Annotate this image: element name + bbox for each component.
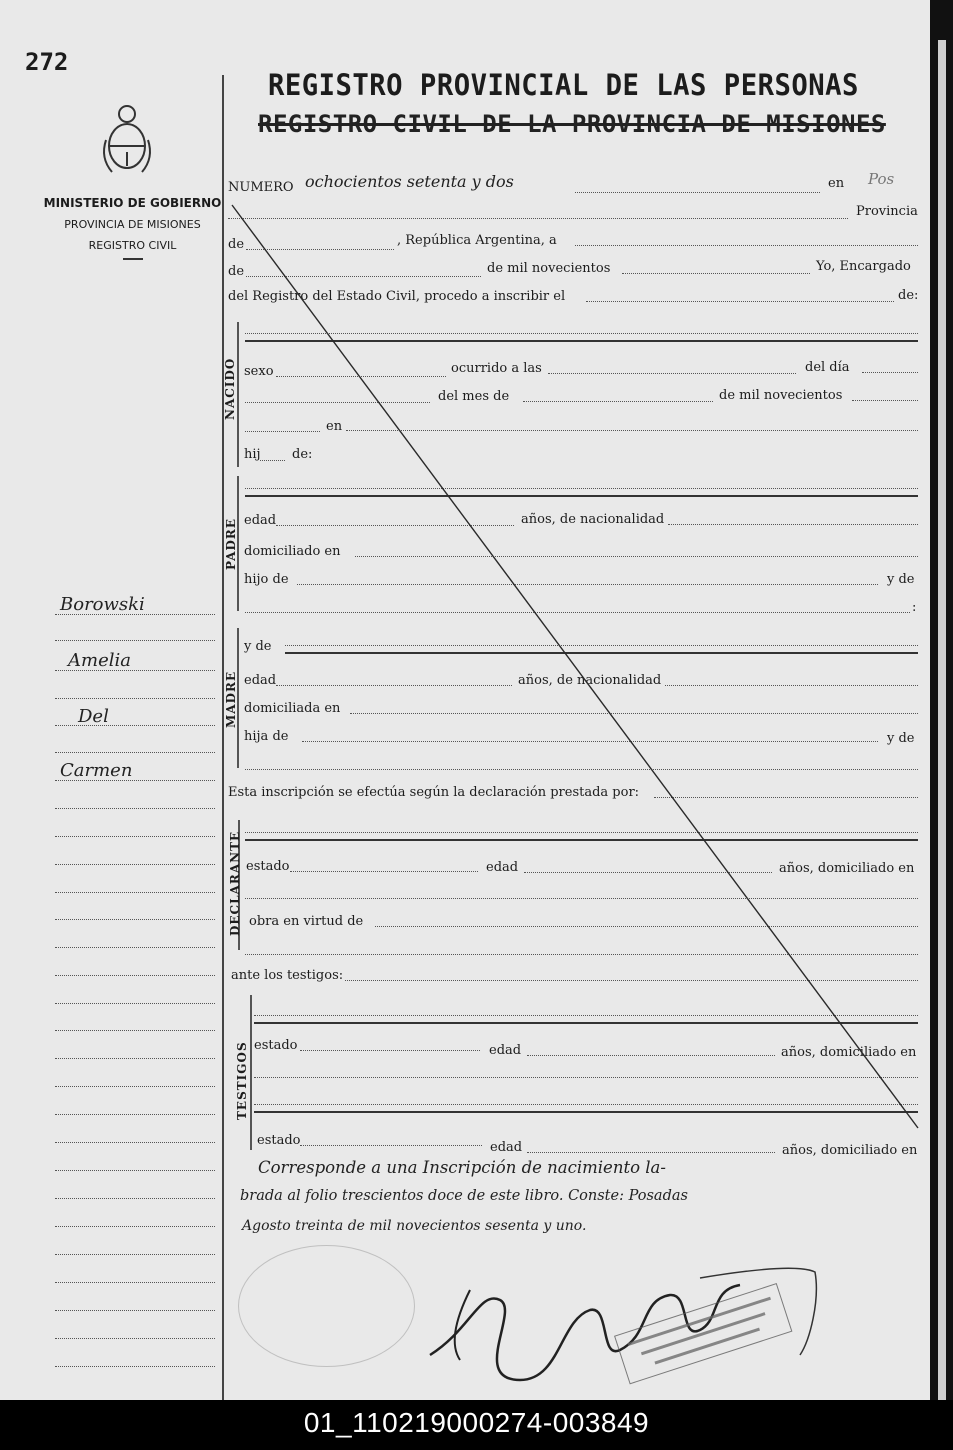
image-id-footer: 01_110219000274-003849 (0, 1400, 953, 1450)
de-label-2: de (228, 264, 245, 279)
en-label: en (828, 176, 845, 191)
madre-edad-label: edad (244, 673, 277, 688)
de-colon-label: de: (898, 288, 919, 303)
testigo2-anos-label: años, domiciliado en (782, 1143, 918, 1158)
numero-label: NUMERO (228, 180, 294, 195)
madre-section-label: MADRE (224, 670, 238, 728)
del-registro-label: del Registro del Estado Civil, procedo a inscribir el (228, 289, 566, 304)
declarante-anos-label: años, domiciliado en (779, 861, 915, 876)
en-value: Pos (868, 170, 895, 188)
margin-first-name: Amelia (68, 650, 131, 671)
madre-domiciliada-label: domiciliada en (244, 701, 341, 716)
provincia-label: Provincia (856, 204, 918, 219)
hij-de-label: de: (292, 447, 313, 462)
padre-section-label: PADRE (224, 518, 238, 570)
de-label: de (228, 237, 245, 252)
declaracion-text: Esta inscripción se efectúa según la declaración prestada por: (228, 785, 640, 800)
annotation-line-1: Corresponde a una Inscripción de nacimiento la- (258, 1158, 666, 1177)
margin-surname: Borowski (60, 594, 145, 615)
yo-encargado-label: Yo, Encargado (816, 259, 911, 274)
struck-title: REGISTRO CIVIL DE LA PROVINCIA DE MISIONES (258, 110, 886, 138)
cancellation-diagonal-line (232, 205, 918, 1128)
signature-mark (430, 1285, 740, 1380)
hij-label: hij (244, 447, 261, 462)
margin-middle-2: Carmen (60, 760, 133, 781)
del-mes-label: del mes de (438, 389, 510, 404)
annotation-line-2: brada al folio trescientos doce de este libro. Conste: Posadas (240, 1188, 688, 1204)
ministry-name: MINISTERIO DE GOBIERNO (43, 196, 222, 210)
padre-domiciliado-label: domiciliado en (244, 544, 341, 559)
padre-colon: : (912, 600, 917, 615)
madre-hija-label: hija de (244, 729, 289, 744)
republica-label: , República Argentina, a (397, 233, 557, 248)
madre-y-de-top-label: y de (244, 639, 272, 654)
padre-anos-label: años, de nacionalidad (521, 512, 665, 527)
declarante-estado-label: estado (246, 859, 290, 874)
madre-y-de-label: y de (887, 731, 915, 746)
declarante-edad-label: edad (486, 860, 519, 875)
testigos-section-label: TESTIGOS (235, 1041, 249, 1120)
official-stamp (615, 1284, 792, 1384)
padre-edad-label: edad (244, 513, 277, 528)
margin-middle-1: Del (78, 706, 109, 727)
ocurrido-label: ocurrido a las (451, 361, 542, 376)
testigo2-estado-label: estado (257, 1133, 301, 1148)
nacido-section-label: NACIDO (223, 357, 237, 420)
en-label-nacido: en (326, 419, 343, 434)
testigo1-edad-label: edad (489, 1043, 522, 1058)
declarante-obra-label: obra en virtud de (249, 914, 364, 929)
de-mil-label: de mil novecientos (487, 261, 611, 276)
testigo2-edad-label: edad (490, 1140, 523, 1155)
declarante-section-label: DECLARANTE (228, 830, 242, 936)
del-dia-label: del día (805, 360, 850, 375)
padre-hijo-label: hijo de (244, 572, 289, 587)
registry-name: REGISTRO CIVIL (88, 239, 177, 252)
province-name: PROVINCIA DE MISIONES (64, 218, 201, 231)
document-title: REGISTRO PROVINCIAL DE LAS PERSONAS (268, 68, 859, 102)
padre-y-de-label: y de (887, 572, 915, 587)
sexo-label: sexo (244, 364, 274, 379)
de-mil-label-nacido: de mil novecientos (719, 388, 843, 403)
testigo1-anos-label: años, domiciliado en (781, 1045, 917, 1060)
page-number: 272 (25, 48, 69, 76)
testigos-intro-text: ante los testigos: (231, 968, 344, 983)
numero-value: ochocientos setenta y dos (305, 172, 514, 191)
testigo1-estado-label: estado (254, 1038, 298, 1053)
scan-edge-strip (938, 40, 946, 1400)
madre-anos-label: años, de nacionalidad (518, 673, 662, 688)
annotation-line-3: Agosto treinta de mil novecientos sesenta y uno. (242, 1218, 587, 1234)
